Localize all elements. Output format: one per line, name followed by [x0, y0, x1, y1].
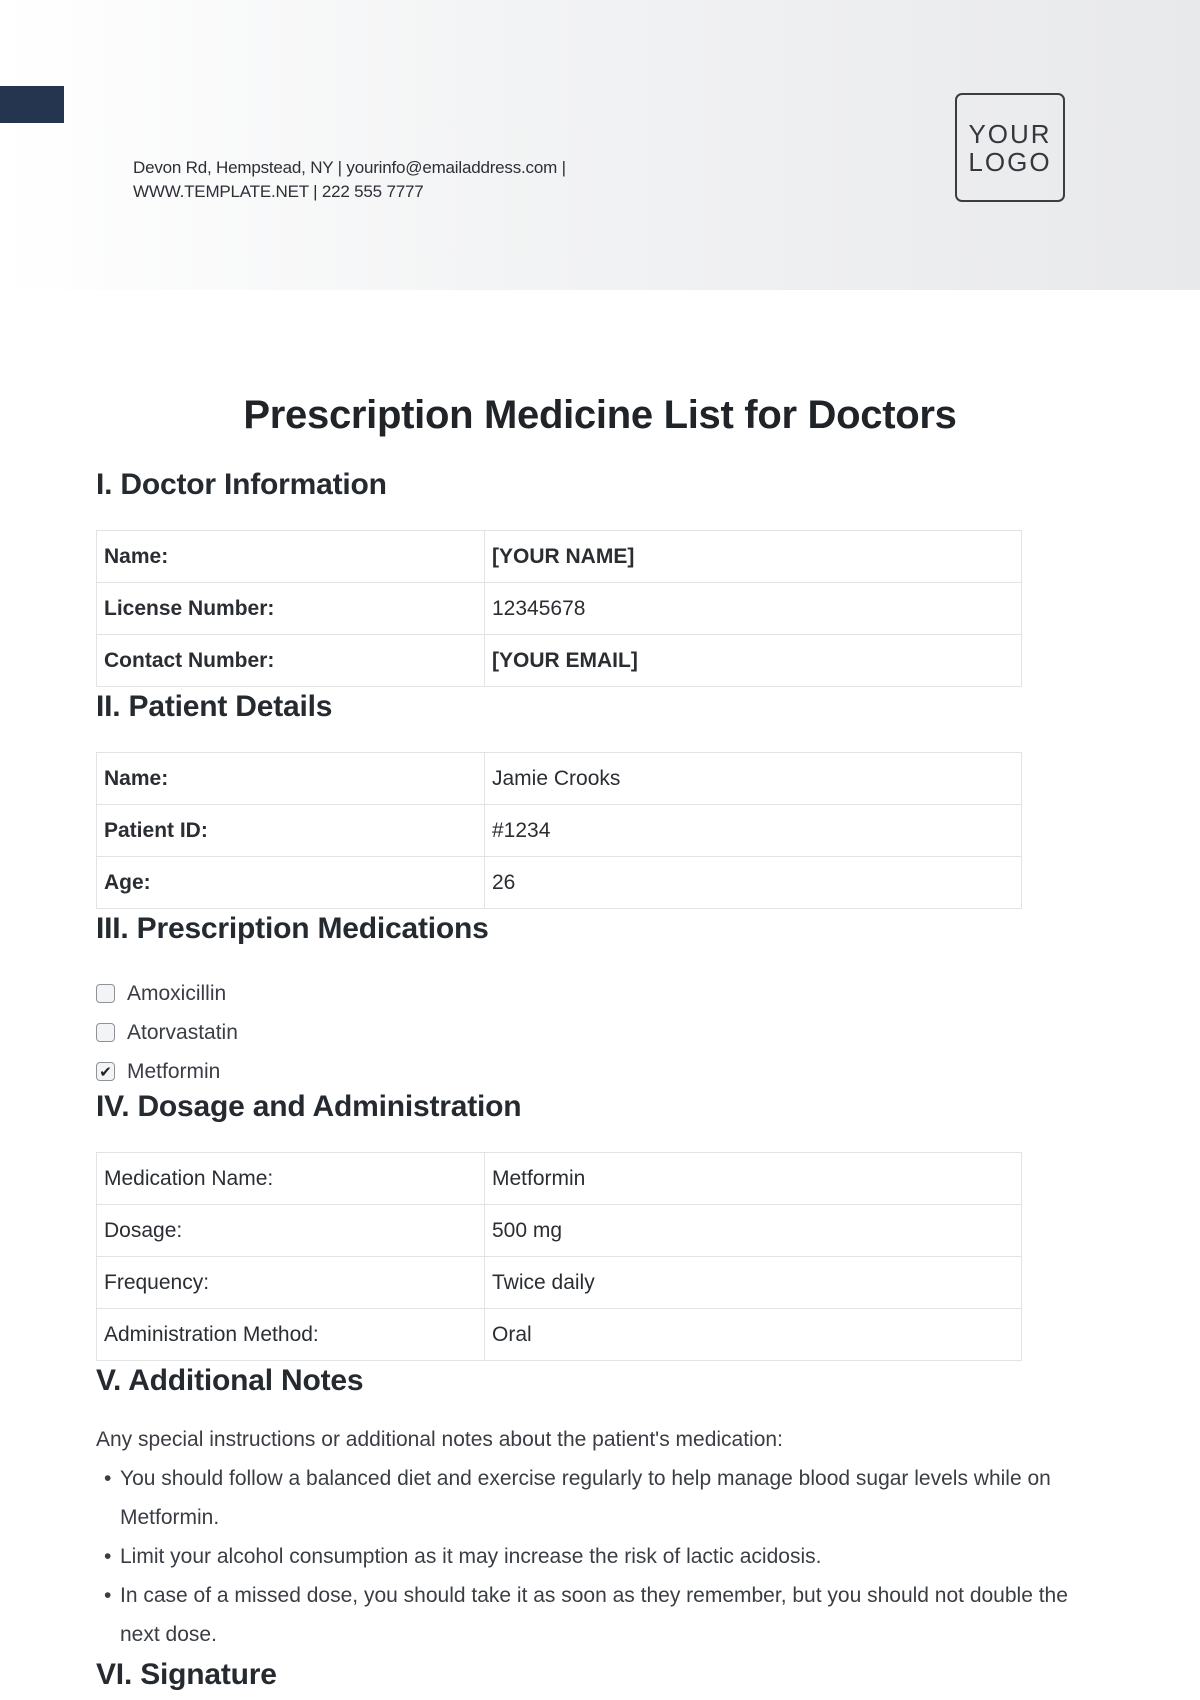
- checkbox[interactable]: [96, 1023, 115, 1042]
- list-item: • You should follow a balanced diet and exercise regularly to help manage blood sugar levels while on Metformin.: [96, 1459, 1096, 1537]
- contact-line-2: WWW.TEMPLATE.NET | 222 555 7777: [133, 182, 424, 201]
- table-row: [97, 1257, 1022, 1309]
- table-value: [YOUR EMAIL]: [485, 635, 1022, 687]
- table-value: Metformin: [485, 1153, 1022, 1205]
- table-row: [97, 1205, 1022, 1257]
- table-value: Oral: [485, 1309, 1022, 1361]
- medication-label: Atorvastatin: [127, 1020, 238, 1044]
- table-value: 12345678: [485, 583, 1022, 635]
- table-label: Frequency:: [97, 1257, 485, 1309]
- table-label: Dosage:: [97, 1205, 485, 1257]
- doctor-info-heading: I. Doctor Information: [96, 468, 387, 501]
- table-row: [97, 635, 1022, 687]
- document-header: [0, 0, 1200, 290]
- prescription-medications-heading: III. Prescription Medications: [96, 912, 489, 945]
- table-label: License Number:: [97, 583, 485, 635]
- notes-list: [96, 1459, 1096, 1654]
- table-label: Name:: [97, 753, 485, 805]
- table-label: Administration Method:: [97, 1309, 485, 1361]
- table-value: 500 mg: [485, 1205, 1022, 1257]
- table-value: [YOUR NAME]: [485, 531, 1022, 583]
- table-label: Contact Number:: [97, 635, 485, 687]
- table-value: 26: [485, 857, 1022, 909]
- table-value: Twice daily: [485, 1257, 1022, 1309]
- notes-intro: Any special instructions or additional notes about the patient's medication:: [96, 1428, 783, 1451]
- logo-line-1: YOUR: [968, 118, 1052, 149]
- table-value: Jamie Crooks: [485, 753, 1022, 805]
- table-label: Medication Name:: [97, 1153, 485, 1205]
- medication-checklist: [96, 974, 238, 1091]
- patient-details-table: [96, 752, 1022, 909]
- list-item: • Limit your alcohol consumption as it may increase the risk of lactic acidosis.: [96, 1537, 1096, 1576]
- medication-item[interactable]: [96, 1013, 238, 1052]
- additional-notes: [96, 1420, 1096, 1654]
- table-row: [97, 753, 1022, 805]
- doctor-info-table: [96, 530, 1022, 687]
- medication-label: Metformin: [127, 1059, 221, 1083]
- table-label: Name:: [97, 531, 485, 583]
- additional-notes-heading: V. Additional Notes: [96, 1364, 364, 1397]
- table-label: Patient ID:: [97, 805, 485, 857]
- table-row: [97, 531, 1022, 583]
- table-row: [97, 583, 1022, 635]
- dosage-administration-heading: IV. Dosage and Administration: [96, 1090, 522, 1123]
- medication-label: Amoxicillin: [127, 981, 227, 1005]
- table-label: Age:: [97, 857, 485, 909]
- list-item: • In case of a missed dose, you should take it as soon as they remember, but you should not double the next dose.: [96, 1576, 1096, 1654]
- checkbox[interactable]: [96, 984, 115, 1003]
- contact-line-1: Devon Rd, Hempstead, NY | yourinfo@emailaddress.com |: [133, 158, 566, 177]
- patient-details-heading: II. Patient Details: [96, 690, 333, 723]
- table-row: [97, 857, 1022, 909]
- dosage-table: [96, 1152, 1022, 1361]
- table-row: [97, 1153, 1022, 1205]
- medication-item[interactable]: [96, 1052, 238, 1091]
- accent-bar: [0, 86, 64, 123]
- table-row: [97, 805, 1022, 857]
- table-row: [97, 1309, 1022, 1361]
- logo-placeholder: [955, 93, 1065, 202]
- contact-info: [133, 156, 566, 204]
- medication-item[interactable]: [96, 974, 238, 1013]
- checkbox[interactable]: ✔: [96, 1062, 115, 1081]
- signature-heading: VI. Signature: [96, 1658, 277, 1691]
- document-title: Prescription Medicine List for Doctors: [243, 393, 957, 437]
- table-value: #1234: [485, 805, 1022, 857]
- logo-line-2: LOGO: [968, 146, 1052, 177]
